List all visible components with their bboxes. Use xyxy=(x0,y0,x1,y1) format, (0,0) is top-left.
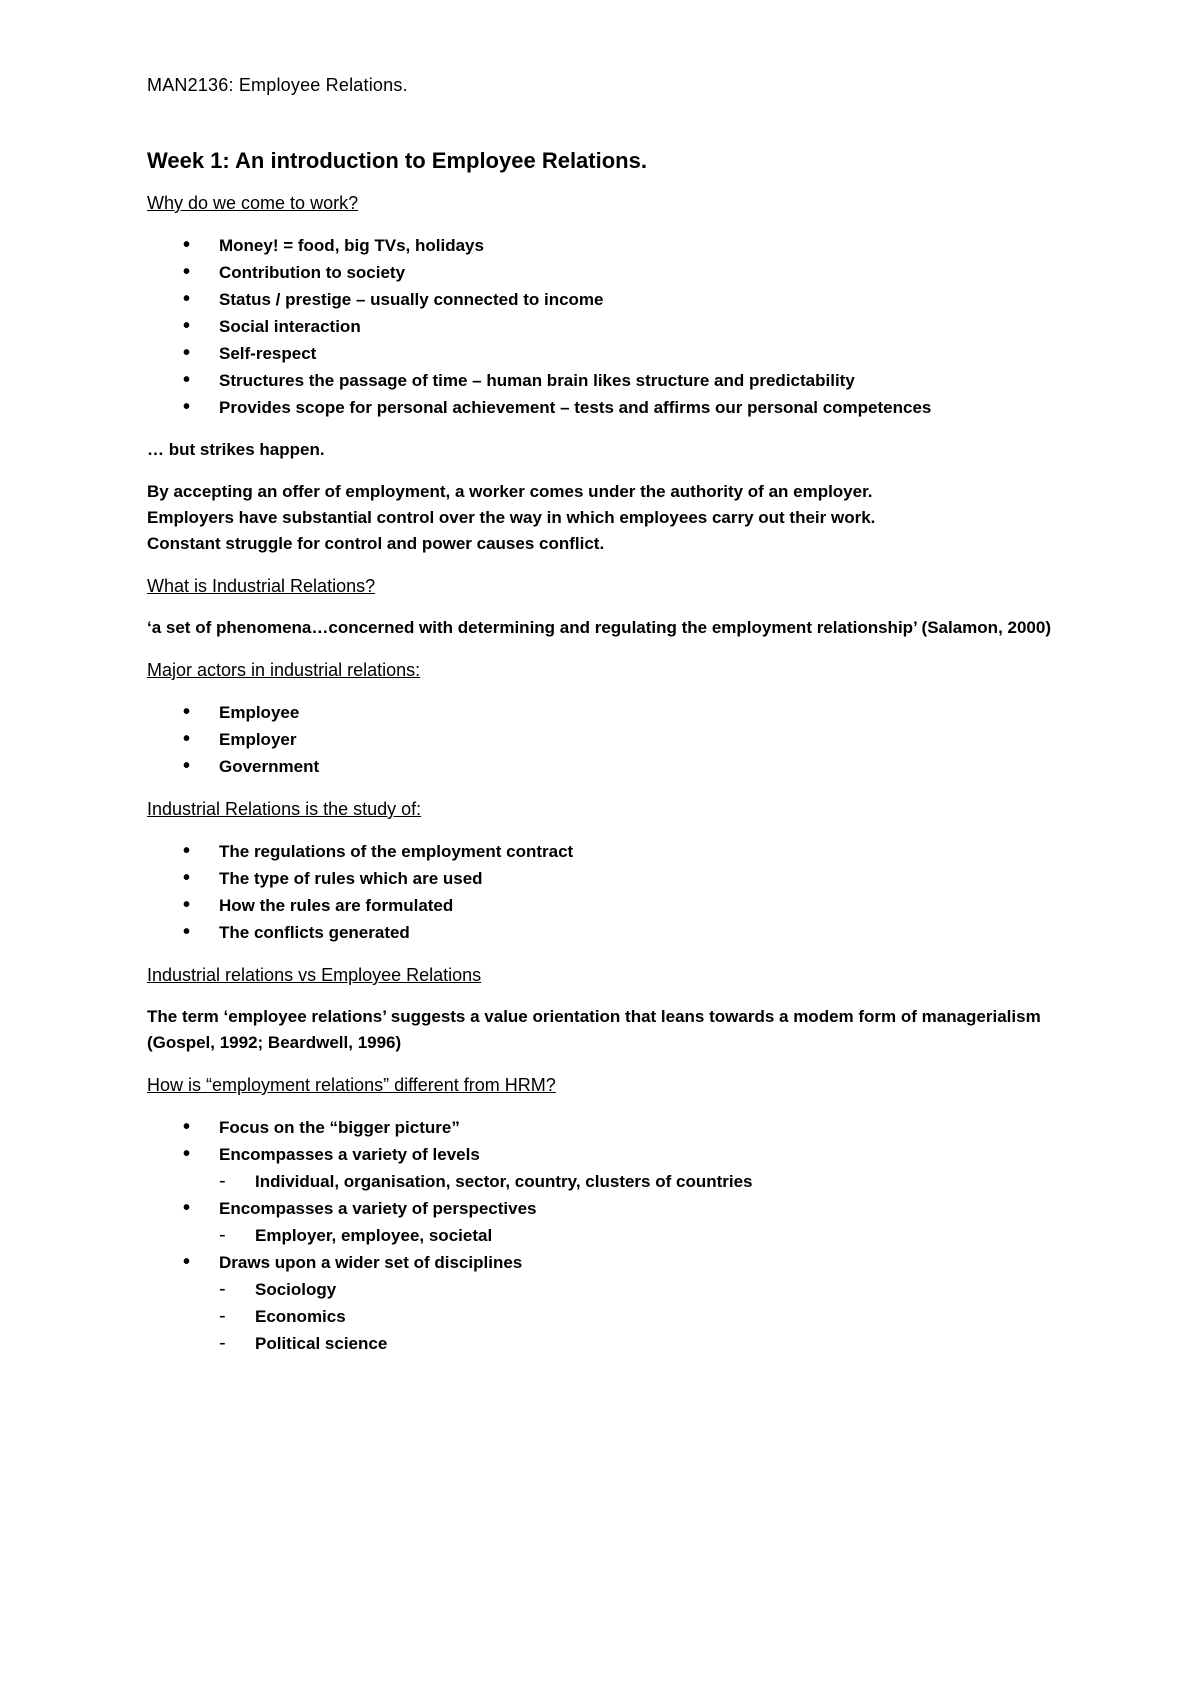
document-body xyxy=(147,72,1087,1357)
list-item: • Status / prestige – usually connected to income xyxy=(147,286,1087,313)
list-item-label: Encompasses a variety of levels xyxy=(219,1145,480,1164)
vs-hrm-list xyxy=(147,1114,1087,1357)
sub-list xyxy=(147,1276,1087,1357)
list-item xyxy=(147,1141,1087,1168)
section-heading-study-of: Industrial Relations is the study of: xyxy=(147,799,422,819)
major-actors-list xyxy=(147,699,1087,780)
paragraph-line: By accepting an offer of employment, a worker comes under the authority of an employer. xyxy=(147,482,873,501)
list-item: • Employer xyxy=(147,726,1087,753)
list-item: • Employee xyxy=(147,699,1087,726)
sub-list xyxy=(147,1168,1087,1195)
sub-list xyxy=(147,1222,1087,1249)
paragraph-line: Constant struggle for control and power causes conflict. xyxy=(147,534,605,553)
sub-list-item: - Economics xyxy=(147,1303,1087,1330)
list-item-label: Focus on the “bigger picture” xyxy=(219,1118,460,1137)
section-heading-major-actors: Major actors in industrial relations: xyxy=(147,660,421,680)
ir-vs-er-paragraph: The term ‘employee relations’ suggests a value orientation that leans towards a modem form of managerialism (Gospel, 1992; Beardwell, 1996) xyxy=(147,1007,1041,1052)
sub-list-item: - Employer, employee, societal xyxy=(147,1222,1087,1249)
sub-list-item: - Individual, organisation, sector, country, clusters of countries xyxy=(147,1168,1087,1195)
list-item: • Provides scope for personal achievement – tests and affirms our personal competences xyxy=(147,394,1087,421)
sub-list-wrapper xyxy=(147,1276,1087,1357)
list-item xyxy=(147,1114,1087,1141)
section-heading-what-is-ir: What is Industrial Relations? xyxy=(147,576,376,596)
study-of-list xyxy=(147,838,1087,946)
list-item-label: Draws upon a wider set of disciplines xyxy=(219,1253,523,1272)
section-heading-vs-hrm: How is “employment relations” different from HRM? xyxy=(147,1075,556,1095)
paragraph-line: Employers have substantial control over the way in which employees carry out their work. xyxy=(147,508,876,527)
salamon-quote: ‘a set of phenomena…concerned with determining and regulating the employment relationship’ (Salamon, 2000) xyxy=(147,618,1051,637)
sub-list-wrapper xyxy=(147,1222,1087,1249)
list-item: • The conflicts generated xyxy=(147,919,1087,946)
list-item: • Social interaction xyxy=(147,313,1087,340)
list-item: • Self-respect xyxy=(147,340,1087,367)
list-item: • Money! = food, big TVs, holidays xyxy=(147,232,1087,259)
sub-list-item: - Sociology xyxy=(147,1276,1087,1303)
list-item xyxy=(147,1249,1087,1276)
week-title: Week 1: An introduction to Employee Relations. xyxy=(147,148,647,173)
why-work-list xyxy=(147,232,1087,421)
list-item: • Government xyxy=(147,753,1087,780)
list-item xyxy=(147,1195,1087,1222)
list-item: • The regulations of the employment contract xyxy=(147,838,1087,865)
strikes-line: … but strikes happen. xyxy=(147,440,325,459)
sub-list-item: - Political science xyxy=(147,1330,1087,1357)
list-item: • Contribution to society xyxy=(147,259,1087,286)
sub-list-wrapper xyxy=(147,1168,1087,1195)
list-item: • The type of rules which are used xyxy=(147,865,1087,892)
course-title: MAN2136: Employee Relations. xyxy=(147,75,408,95)
list-item-label: Encompasses a variety of perspectives xyxy=(219,1199,537,1218)
section-heading-why-work: Why do we come to work? xyxy=(147,193,359,213)
employment-authority-paragraph xyxy=(147,479,1087,557)
section-heading-ir-vs-er: Industrial relations vs Employee Relations xyxy=(147,965,482,985)
list-item: • How the rules are formulated xyxy=(147,892,1087,919)
list-item: • Structures the passage of time – human brain likes structure and predictability xyxy=(147,367,1087,394)
